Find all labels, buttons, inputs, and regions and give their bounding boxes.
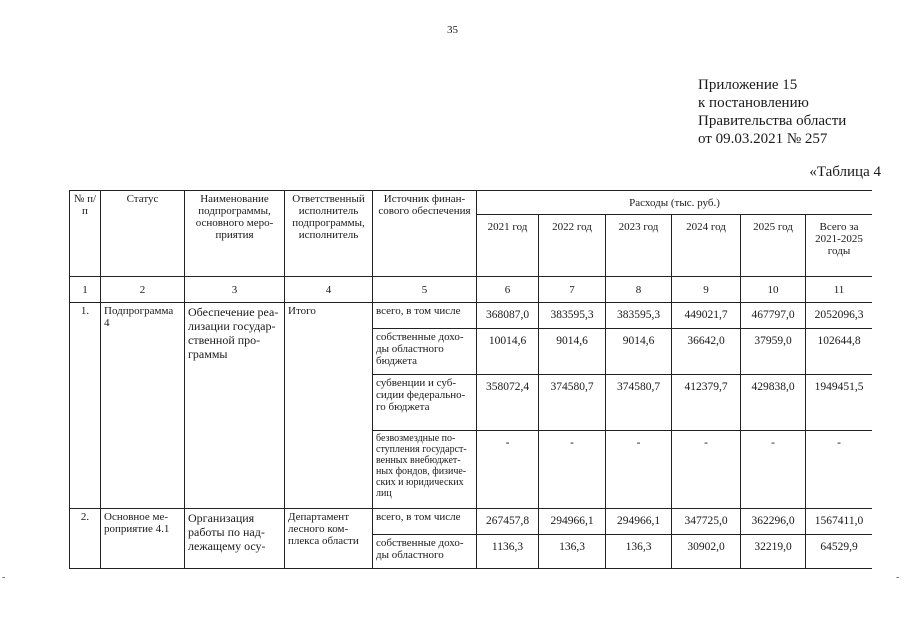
row-value: 9014,6	[606, 329, 672, 375]
row-value: 347725,0	[672, 509, 741, 535]
appendix-line: от 09.03.2021 № 257	[698, 131, 828, 147]
row-value: 374580,7	[539, 375, 606, 431]
header-no: № п/п	[70, 191, 101, 277]
row-responsible: Итого	[285, 303, 373, 509]
row-value: 1567411,0	[806, 509, 873, 535]
row-value: 136,3	[606, 535, 672, 569]
row-value: 136,3	[539, 535, 606, 569]
row-value: 64529,9	[806, 535, 873, 569]
row-value: -	[672, 431, 741, 509]
row-value: 429838,0	[741, 375, 806, 431]
row-value: 9014,6	[539, 329, 606, 375]
row-value: 37959,0	[741, 329, 806, 375]
header-name: Наименование подпрограммы, основного меро-приятия	[185, 191, 285, 277]
column-index: 8	[606, 277, 672, 303]
row-value: 10014,6	[477, 329, 539, 375]
header-year: 2023 год	[606, 215, 672, 277]
row-source: собственные дохо-ды областного бюджета	[373, 329, 477, 375]
column-index: 2	[101, 277, 185, 303]
row-value: 368087,0	[477, 303, 539, 329]
margin-mark-right: -	[896, 572, 900, 583]
row-value: 36642,0	[672, 329, 741, 375]
row-value: 30902,0	[672, 535, 741, 569]
row-value: -	[606, 431, 672, 509]
row-value: 358072,4	[477, 375, 539, 431]
row-source: всего, в том числе	[373, 303, 477, 329]
margin-mark-left: -	[2, 572, 6, 583]
row-value: 449021,7	[672, 303, 741, 329]
appendix-line: Правительства области	[698, 113, 847, 129]
row-source: безвозмездные по-ступления государст-венных внебюджет-ных фондов, физиче-ских и юридических лиц	[373, 431, 477, 509]
row-value: -	[741, 431, 806, 509]
row-number: 1.	[70, 303, 101, 509]
row-value: 1949451,5	[806, 375, 873, 431]
row-status: Подпрограмма 4	[101, 303, 185, 509]
row-value: 412379,7	[672, 375, 741, 431]
expenses-table	[69, 190, 872, 569]
header-responsible: Ответственный исполнитель подпрограммы, исполнитель	[285, 191, 373, 277]
column-index: 6	[477, 277, 539, 303]
row-value: 294966,1	[606, 509, 672, 535]
header-year: 2021 год	[477, 215, 539, 277]
header-row	[70, 191, 873, 215]
column-index: 10	[741, 277, 806, 303]
row-responsible: Департамент лесного ком-плекса области	[285, 509, 373, 569]
header-year: 2024 год	[672, 215, 741, 277]
table-caption: «Таблица 4	[809, 164, 881, 180]
appendix-block	[698, 76, 846, 148]
header-status: Статус	[101, 191, 185, 277]
row-value: 267457,8	[477, 509, 539, 535]
column-index: 1	[70, 277, 101, 303]
row-value: 467797,0	[741, 303, 806, 329]
appendix-line: к постановлению	[698, 95, 809, 111]
column-index: 7	[539, 277, 606, 303]
header-year: 2025 год	[741, 215, 806, 277]
row-value: 102644,8	[806, 329, 873, 375]
column-index: 4	[285, 277, 373, 303]
row-number: 2.	[70, 509, 101, 569]
column-index: 5	[373, 277, 477, 303]
header-expenses: Расходы (тыс. руб.)	[477, 191, 873, 215]
row-status: Основное ме-роприятие 4.1	[101, 509, 185, 569]
row-name: Обеспечение реа-лизации государ-ственной про-граммы	[185, 303, 285, 509]
column-index: 9	[672, 277, 741, 303]
row-value: -	[539, 431, 606, 509]
header-year: 2022 год	[539, 215, 606, 277]
page-number: 35	[447, 24, 458, 36]
row-source: всего, в том числе	[373, 509, 477, 535]
row-name: Организация работы по над-лежащему осу-	[185, 509, 285, 569]
table-row	[70, 303, 873, 329]
header-source: Источник финан-сового обеспечения	[373, 191, 477, 277]
row-value: -	[477, 431, 539, 509]
row-value: 32219,0	[741, 535, 806, 569]
row-value: 1136,3	[477, 535, 539, 569]
row-value: 374580,7	[606, 375, 672, 431]
column-index: 3	[185, 277, 285, 303]
column-index-row	[70, 277, 873, 303]
column-index: 11	[806, 277, 873, 303]
row-value: 383595,3	[539, 303, 606, 329]
row-value: 362296,0	[741, 509, 806, 535]
row-source: собственные дохо-ды областного	[373, 535, 477, 569]
header-total: Всего за 2021-2025 годы	[806, 215, 873, 277]
table-row	[70, 509, 873, 535]
appendix-line: Приложение 15	[698, 77, 798, 93]
row-value: 294966,1	[539, 509, 606, 535]
row-value: 2052096,3	[806, 303, 873, 329]
row-value: -	[806, 431, 873, 509]
expenses-table-wrapper	[69, 190, 872, 592]
row-source: субвенции и суб-сидии федерально-го бюджета	[373, 375, 477, 431]
row-value: 383595,3	[606, 303, 672, 329]
